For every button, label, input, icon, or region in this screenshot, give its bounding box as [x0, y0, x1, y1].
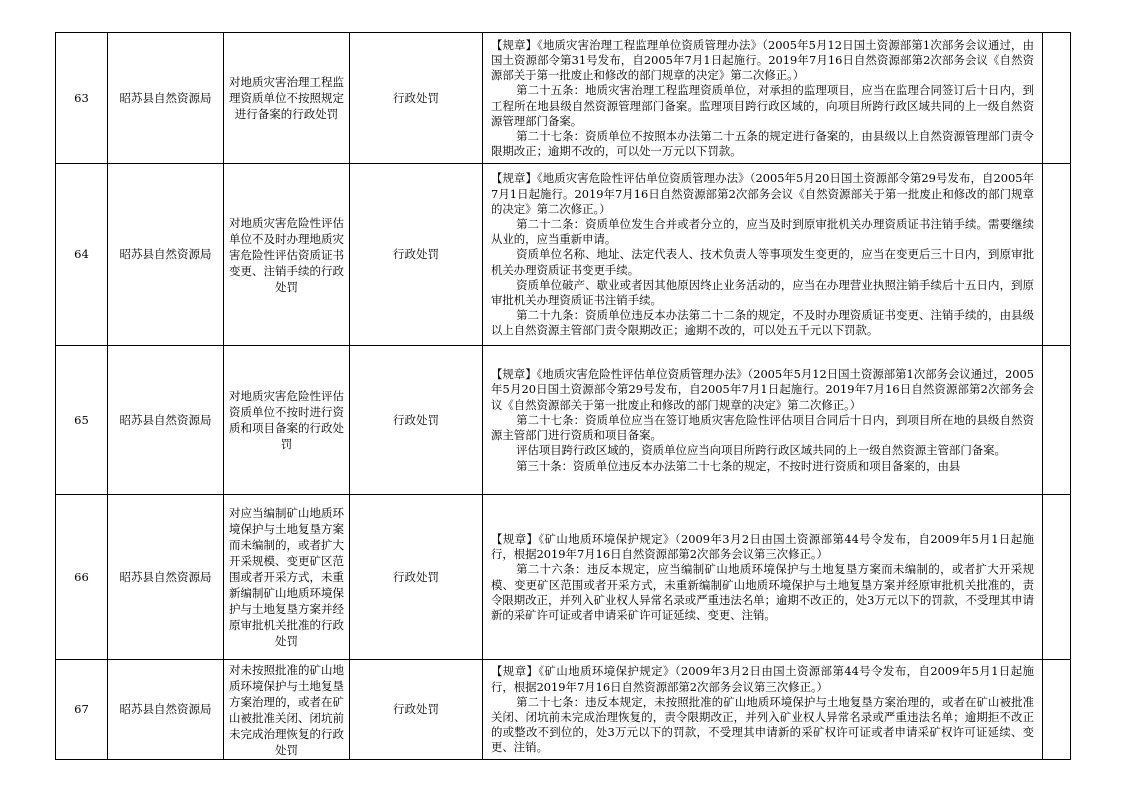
department-cell: 昭苏县自然资源局	[108, 660, 224, 760]
row-number: 66	[56, 495, 108, 660]
basis-paragraph: 第三十条：资质单位违反本办法第二十七条的规定，不按时进行资质和项目备案的，由县	[516, 458, 961, 473]
department-cell: 昭苏县自然资源局	[108, 495, 224, 660]
department-cell: 昭苏县自然资源局	[108, 164, 224, 346]
legal-basis-cell	[483, 346, 1043, 495]
penalty-item-cell: 对未按照批准的矿山地质环境保护与土地复垦方案治理的，或者在矿山被批准关闭、闭坑前未完成治理恢复的行政处罚	[224, 660, 350, 760]
basis-paragraph: 第二十七条：违反本规定，未按照批准的矿山地质环境保护与土地复垦方案治理的，或者在矿山被批准关闭、闭坑前未完成治理恢复的，责令限期改正，并列入矿业权人异常名录或严重违法名单；逾期拒不改正的或整改不到位的，处3万元以下的罚款，不受理其申请新的采矿权许可证或者申请采矿权许可证延续、变更、注销。	[491, 694, 1034, 755]
table-row	[56, 33, 1071, 164]
legal-basis-cell	[483, 33, 1043, 164]
basis-paragraph: 第二十二条：资质单位发生合并或者分立的，应当及时到原审批机关办理资质证书注销手续。需要继续从业的，应当重新申请。	[491, 216, 1034, 247]
table-row	[56, 660, 1071, 760]
basis-paragraph: 资质单位名称、地址、法定代表人、技术负责人等事项发生变更的，应当在变更后三十日内，到原审批机关办理资质证书变更手续。	[491, 247, 1034, 277]
table-row	[56, 164, 1071, 346]
penalty-type-cell: 行政处罚	[350, 495, 483, 660]
empty-cell	[1043, 33, 1071, 164]
basis-paragraph: 【规章】《矿山地质环境保护规定》（2009年3月2日由国土资源部第44号令发布，自2009年5月1日起施行，根据2019年7月16日自然资源部第2次部务会议第三次修正。）	[491, 664, 1034, 694]
legal-basis-cell	[483, 495, 1043, 660]
table-row	[56, 346, 1071, 495]
empty-cell	[1043, 495, 1071, 660]
row-number: 65	[56, 346, 108, 495]
penalty-type-cell: 行政处罚	[350, 33, 483, 164]
penalty-type-cell: 行政处罚	[350, 164, 483, 346]
basis-paragraph: 【规章】《地质灾害危险性评估单位资质管理办法》（2005年5月20日国土资源部令第29号发布，自2005年7月1日起施行。2019年7月16日自然资源部第2次部务会议《自然资源部关于第一批废止和修改的部门规章的决定》第二次修正。）	[491, 171, 1034, 216]
basis-paragraph: 【规章】《矿山地质环境保护规定》（2009年3月2日由国土资源部第44号令发布，自2009年5月1日起施行，根据2019年7月16日自然资源部第2次部务会议第三次修正。）	[491, 531, 1034, 562]
penalty-type-cell: 行政处罚	[350, 660, 483, 760]
basis-paragraph: 资质单位破产、歇业或者因其他原因终止业务活动的，应当在办理营业执照注销手续后十五日内，到原审批机关办理资质证书注销手续。	[491, 277, 1034, 307]
basis-paragraph: 第二十六条：违反本规定，应当编制矿山地质环境保护与土地复垦方案而未编制的，或者扩大开采规模、变更矿区范围或者开采方式，未重新编制矿山地质环境保护与土地复垦方案并经原审批机关批准的，责令限期改正，并列入矿业权人异常名录或严重违法名单；逾期不改正的，处3万元以下的罚款，不受理其申请新的采矿许可证或者申请采矿许可证延续、变更、注销。	[491, 562, 1034, 622]
empty-cell	[1043, 346, 1071, 495]
basis-paragraph: 第二十九条：资质单位违反本办法第二十二条的规定，不及时办理资质证书变更、注销手续的，由县级以上自然资源主管部门责令限期改正；逾期不改的，可以处五千元以下罚款。	[491, 308, 1034, 338]
penalty-table	[55, 32, 1071, 760]
legal-basis-cell	[483, 660, 1043, 760]
penalty-item-cell: 对地质灾害危险性评估资质单位不按时进行资质和项目备案的行政处罚	[224, 346, 350, 495]
basis-paragraph: 【规章】《地质灾害危险性评估单位资质管理办法》（2005年5月12日国土资源部第1次部务会议通过，2005年5月20日国土资源部令第29号发布，自2005年7月1日起施行。2019年7月16日自然资源部第2次部务会议《自然资源部关于第一批废止和修改的部门规章的决定》第二次修正。）	[491, 367, 1034, 412]
basis-paragraph: 【规章】《地质灾害治理工程监理单位资质管理办法》（2005年5月12日国土资源部第1次部务会议通过，由国土资源部令第31号发布，自2005年7月1日起施行。2019年7月16日自然资源部第2次部务会议《自然资源部关于第一批废止和修改的部门规章的决定》第二次修正。）	[491, 37, 1034, 83]
basis-paragraph: 第二十五条：地质灾害治理工程监理资质单位，对承担的监理项目，应当在监理合同签订后十日内，到工程所在地县级自然资源管理部门备案。监理项目跨行政区域的，向项目所跨行政区域共同的上一级自然资源管理部门备案。	[491, 83, 1034, 128]
penalty-item-cell: 对地质灾害治理工程监理资质单位不按照规定进行备案的行政处罚	[224, 33, 350, 164]
legal-basis-cell	[483, 164, 1043, 346]
penalty-item-cell: 对地质灾害危险性评估单位不及时办理地质灾害危险性评估资质证书变更、注销手续的行政处罚	[224, 164, 350, 346]
basis-paragraph: 第二十七条：资质单位应当在签订地质灾害危险性评估项目合同后十日内，到项目所在地的县级自然资源主管部门进行资质和项目备案。	[491, 412, 1034, 443]
row-number: 67	[56, 660, 108, 760]
table-row	[56, 495, 1071, 660]
row-number: 63	[56, 33, 108, 164]
penalty-type-cell: 行政处罚	[350, 346, 483, 495]
empty-cell	[1043, 164, 1071, 346]
empty-cell	[1043, 660, 1071, 760]
department-cell: 昭苏县自然资源局	[108, 33, 224, 164]
basis-paragraph: 第二十七条：资质单位不按照本办法第二十五条的规定进行备案的，由县级以上自然资源管理部门责令限期改正；逾期不改的，可以处一万元以下罚款。	[491, 128, 1034, 159]
row-number: 64	[56, 164, 108, 346]
penalty-item-cell: 对应当编制矿山地质环境保护与土地复垦方案而未编制的，或者扩大开采规模、变更矿区范围或者开采方式，未重新编制矿山地质环境保护与土地复垦方案并经原审批机关批准的行政处罚	[224, 495, 350, 660]
department-cell: 昭苏县自然资源局	[108, 346, 224, 495]
basis-paragraph: 评估项目跨行政区域的，资质单位应当向项目所跨行政区域共同的上一级自然资源主管部门备案。	[516, 443, 1006, 458]
